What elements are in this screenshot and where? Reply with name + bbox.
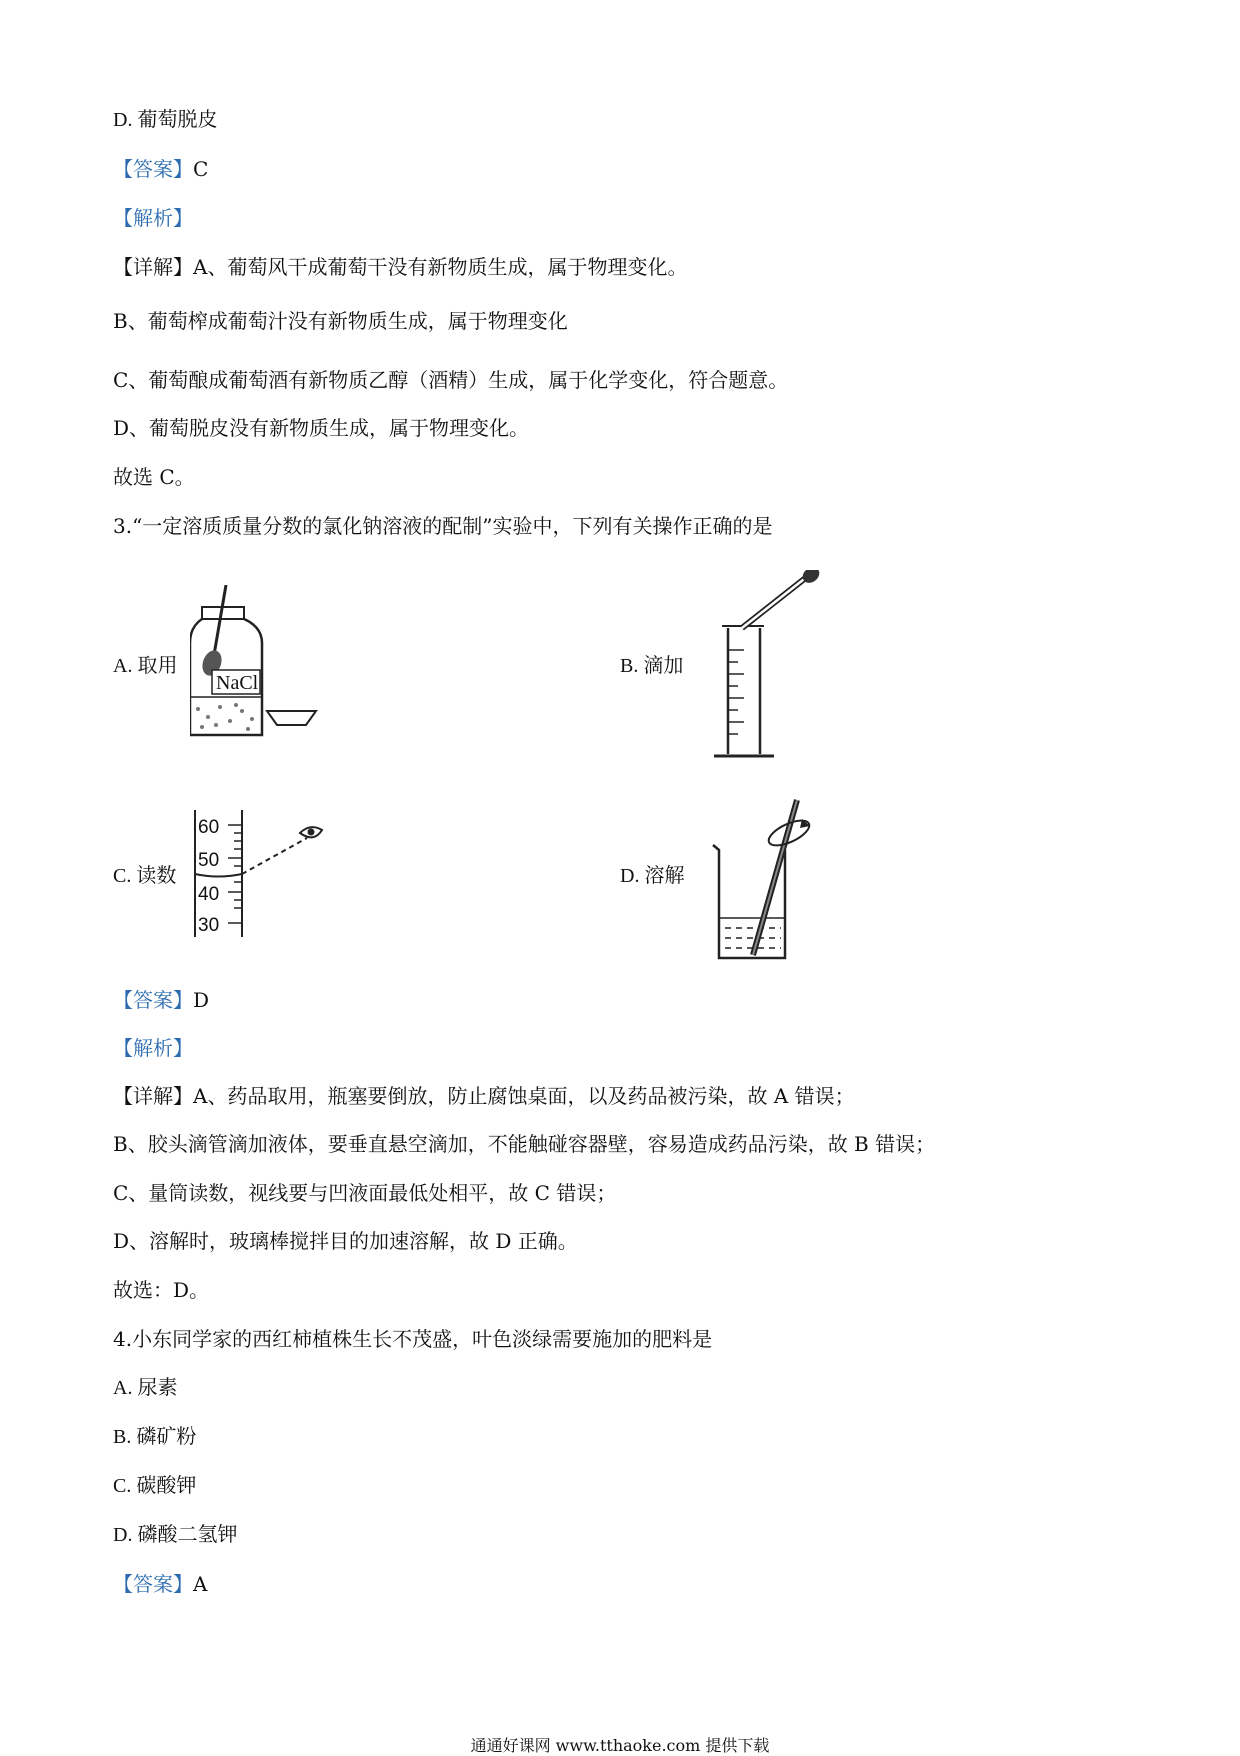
q3-option-a-label: A. 取用 — [113, 655, 178, 677]
q3-stem: 3.“一定溶质质量分数的氯化钠溶液的配制”实验中，下列有关操作正确的是 — [113, 514, 773, 538]
q4-option-a: A. 尿素 — [113, 1377, 178, 1399]
q3-conclusion: 故选：D。 — [113, 1278, 210, 1302]
q4-option-b: B. 磷矿粉 — [113, 1426, 197, 1448]
q2-detail-c: C、葡萄酿成葡萄酒有新物质乙醇（酒精）生成，属于化学变化，符合题意。 — [113, 368, 789, 392]
q3-option-b-label: B. 滴加 — [620, 655, 684, 677]
q3-option-d-label: D. 溶解 — [620, 865, 685, 887]
answer-value: C — [193, 157, 209, 181]
q3-answer — [113, 990, 209, 1010]
reading-scale-figure — [190, 805, 330, 940]
answer-value: D — [193, 988, 210, 1012]
q2-detail-d: D、葡萄脱皮没有新物质生成，属于物理变化。 — [113, 416, 530, 440]
graduated-cylinder-dropper-figure — [710, 570, 830, 765]
nacl-label: NaCl — [216, 672, 259, 694]
beaker-stirring-figure — [705, 795, 825, 965]
scale-label-50: 50 — [198, 850, 220, 871]
page-footer: 通通好课网 www.tthaoke.com 提供下载 — [470, 1736, 770, 1755]
answer-tag: 【答案】 — [113, 1572, 193, 1596]
scale-label-40: 40 — [198, 884, 220, 905]
q4-option-d: D. 磷酸二氢钾 — [113, 1524, 238, 1546]
answer-tag: 【答案】 — [113, 988, 193, 1012]
q3-analysis-tag: 【解析】 — [113, 1036, 193, 1060]
q4-answer — [113, 1574, 207, 1594]
detail-tag: 【详解】 — [113, 1084, 193, 1108]
salt-particles — [196, 703, 254, 731]
q3-detail-b: B、胶头滴管滴加液体，要垂直悬空滴加，不能触碰容器壁，容易造成药品污染，故 B 错误； — [113, 1132, 936, 1156]
q2-detail-b: B、葡萄榨成葡萄汁没有新物质生成，属于物理变化 — [113, 309, 568, 333]
q2-option-d: D. 葡萄脱皮 — [113, 109, 218, 131]
scale-label-60: 60 — [198, 817, 220, 838]
answer-value: A — [193, 1572, 208, 1596]
q4-stem: 4.小东同学家的西红柿植株生长不茂盛，叶色淡绿需要施加的肥料是 — [113, 1327, 713, 1351]
q2-detail-a: 【详解】A、葡萄风干成葡萄干没有新物质生成，属于物理变化。 — [113, 255, 688, 279]
q3-detail-a: 【详解】A、药品取用，瓶塞要倒放，防止腐蚀桌面，以及药品被污染，故 A 错误； — [113, 1084, 855, 1108]
reagent-bottle-figure — [190, 585, 330, 740]
q4-option-c: C. 碳酸钾 — [113, 1475, 197, 1497]
q2-analysis-tag: 【解析】 — [113, 206, 193, 230]
q2-answer — [113, 159, 208, 179]
q3-option-c-label: C. 读数 — [113, 865, 177, 887]
q3-detail-d: D、溶解时，玻璃棒搅拌目的加速溶解，故 D 正确。 — [113, 1229, 578, 1253]
answer-tag: 【答案】 — [113, 157, 193, 181]
q2-conclusion: 故选 C。 — [113, 465, 195, 489]
q3-detail-c: C、量筒读数，视线要与凹液面最低处相平，故 C 错误； — [113, 1181, 617, 1205]
detail-tag: 【详解】 — [113, 255, 193, 279]
scale-label-30: 30 — [198, 915, 220, 936]
